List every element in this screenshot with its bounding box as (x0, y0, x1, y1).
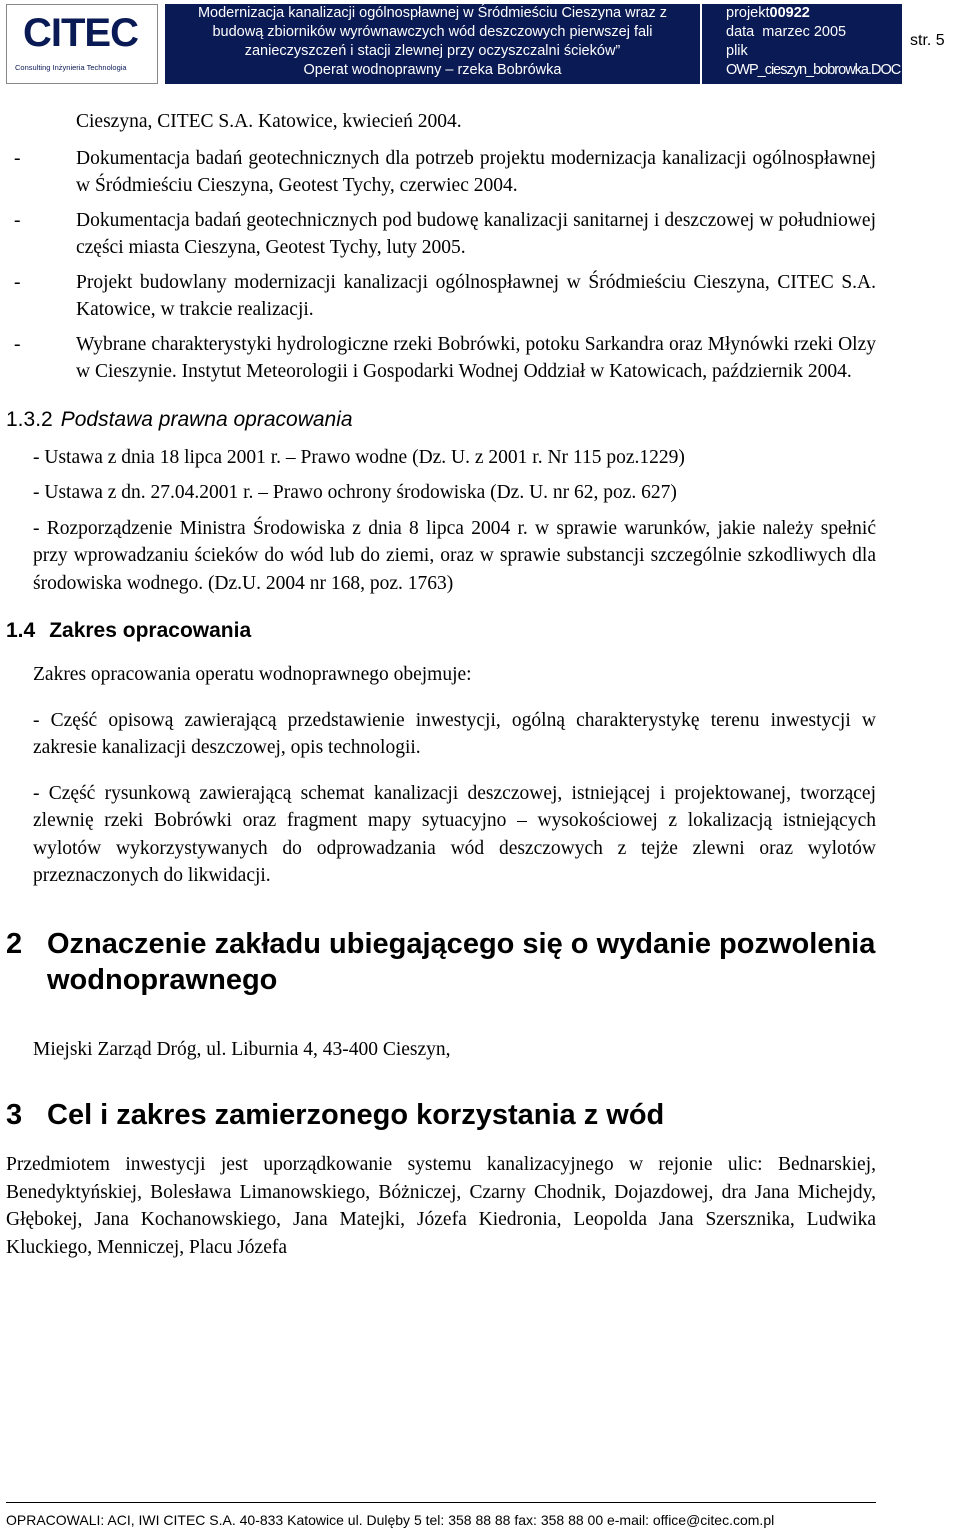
section-1-4-heading (6, 619, 960, 643)
header-title-line: zanieczyszczeń i stacji zlewnej przy oczyszczalni ścieków” (244, 43, 621, 59)
reference-item (14, 207, 876, 262)
section-3-text: Przedmiotem inwestycji jest uporządkowanie systemu kanalizacyjnego w rejonie ulic: Bednarskiej, Benedyktyńskiej, Bolesława Limanowskiego, Bóżniczej, Czarny Chodnik, Dojazdowej, dra Jana Michejdy, Głębokej, Jana Kochanowskiego, Jana Matejki, Józefa Kiedronia, Leopolda Jana Szersznika, Ludwika Kluckiego, Menniczej, Placu Józefa (6, 1154, 876, 1258)
list-dash: - (14, 271, 21, 293)
logo-subtitle: Consulting Inżynieria Technologia (15, 63, 127, 72)
section-2-text: Miejski Zarząd Dróg, ul. Liburnia 4, 43-400 Cieszyn, (33, 1038, 451, 1060)
header-title-line: budową zbiorników wyrównawczych wód deszczowych pierwszej fali (212, 24, 653, 40)
reference-text: Projekt budowlany modernizacji kanalizacji ogólnospławnej w Śródmieściu Cieszyna, CITEC S.A. Katowice, w trakcie realizacji. (76, 271, 876, 320)
section-number: 3 (6, 1099, 23, 1131)
section-title: Zakres opracowania (49, 619, 252, 642)
header-title-block (165, 4, 700, 84)
page-number: str. 5 (910, 32, 945, 49)
section-title: Podstawa prawna opracowania (60, 407, 353, 431)
logo-text: CITEC (23, 11, 138, 55)
reference-item (14, 331, 876, 386)
project-value: 00922 (769, 5, 810, 21)
company-logo (6, 4, 158, 84)
section-number: 1.4 (6, 619, 36, 642)
list-dash: - (14, 333, 21, 355)
project-row (726, 4, 902, 23)
footer-divider (6, 1502, 876, 1503)
list-dash: - (14, 147, 21, 169)
date-row (726, 23, 902, 42)
reference-text: Wybrane charakterystyki hydrologiczne rzeki Bobrówki, potoku Sarkandra oraz Młynówki rzeki Olzy w Cieszynie. Instytut Meteorologii i Gospodarki Wodnej Oddział w Katowicach, październik 2004. (76, 333, 876, 382)
law-item: - Ustawa z dnia 18 lipca 2001 r. – Prawo wodne (Dz. U. z 2001 r. Nr 115 poz.1229) (33, 446, 685, 468)
reference-continuation: Cieszyna, CITEC S.A. Katowice, kwiecień 2004. (76, 111, 462, 132)
scope-item: - Część opisową zawierającą przedstawienie inwestycji, ogólną charakterystykę terenu inwestycji w zakresie kanalizacji deszczowej, opis technologii. (33, 709, 876, 758)
section-3-heading (0, 1097, 877, 1133)
document-body (0, 108, 960, 1261)
file-value: OWP_cieszyn_bobrowka.DOC (726, 62, 901, 78)
page-footer: OPRACOWALI: ACI, IWI CITEC S.A. 40-833 Katowice ul. Dulęby 5 tel: 358 88 88 fax: 358 88 00 e-mail: office@citec.com.pl (6, 1512, 775, 1528)
project-label: projekt (726, 5, 770, 21)
law-item: - Rozporządzenie Ministra Środowiska z dnia 8 lipca 2004 r. w sprawie warunków, jakie należy spełnić przy wprowadzaniu ścieków do wód lub do ziemi, oraz w sprawie substancji szczególnie szkodliwych dla środowiska wodnego. (Dz.U. 2004 nr 168, poz. 1763) (33, 517, 876, 594)
header-title-line: Modernizacja kanalizacji ogólnospławnej w Śródmieściu Cieszyna wraz z (197, 5, 668, 21)
reference-text: Dokumentacja badań geotechnicznych dla potrzeb projektu modernizacja kanalizacji ogólnospławnej w Śródmieściu Cieszyna, Geotest Tychy, czerwiec 2004. (76, 147, 876, 196)
reference-text: Dokumentacja badań geotechnicznych pod budowę kanalizacji sanitarnej i deszczowej w południowej części miasta Cieszyna, Geotest Tychy, luty 2005. (76, 209, 876, 258)
section-2-heading (0, 926, 877, 998)
law-item: - Ustawa z dn. 27.04.2001 r. – Prawo ochrony środowiska (Dz. U. nr 62, poz. 627) (33, 482, 677, 503)
date-label: data (726, 24, 755, 40)
header-title-line: Operat wodnoprawny – rzeka Bobrówka (303, 62, 562, 78)
section-intro: Zakres opracowania operatu wodnoprawnego obejmuje: (33, 664, 472, 685)
section-1-3-2-heading (6, 408, 960, 432)
section-number: 2 (6, 927, 23, 960)
section-title: Oznaczenie zakładu ubiegającego się o wydanie pozwolenia wodnoprawnego (47, 927, 876, 996)
list-dash: - (14, 209, 21, 231)
reference-item (14, 145, 876, 200)
reference-item (14, 269, 876, 324)
header-meta-block (702, 4, 902, 84)
date-value: marzec 2005 (762, 24, 847, 40)
section-number: 1.3.2 (6, 407, 53, 431)
file-label: plik (726, 43, 748, 59)
page-header (0, 0, 960, 86)
section-title: Cel i zakres zamierzonego korzystania z wód (47, 1099, 665, 1131)
scope-item: - Część rysunkową zawierającą schemat kanalizacji deszczowej, istniejącej i projektowanej, tworzącej zlewnię rzeki Bobrówki oraz fragment mapy sytuacyjno – wysokościowej z lokalizacją istniejących wylotów wykorzystywanych do odprowadzania wód deszczowych z tejże zlewni oraz wylotów przeznaczonych do likwidacji. (33, 782, 876, 886)
